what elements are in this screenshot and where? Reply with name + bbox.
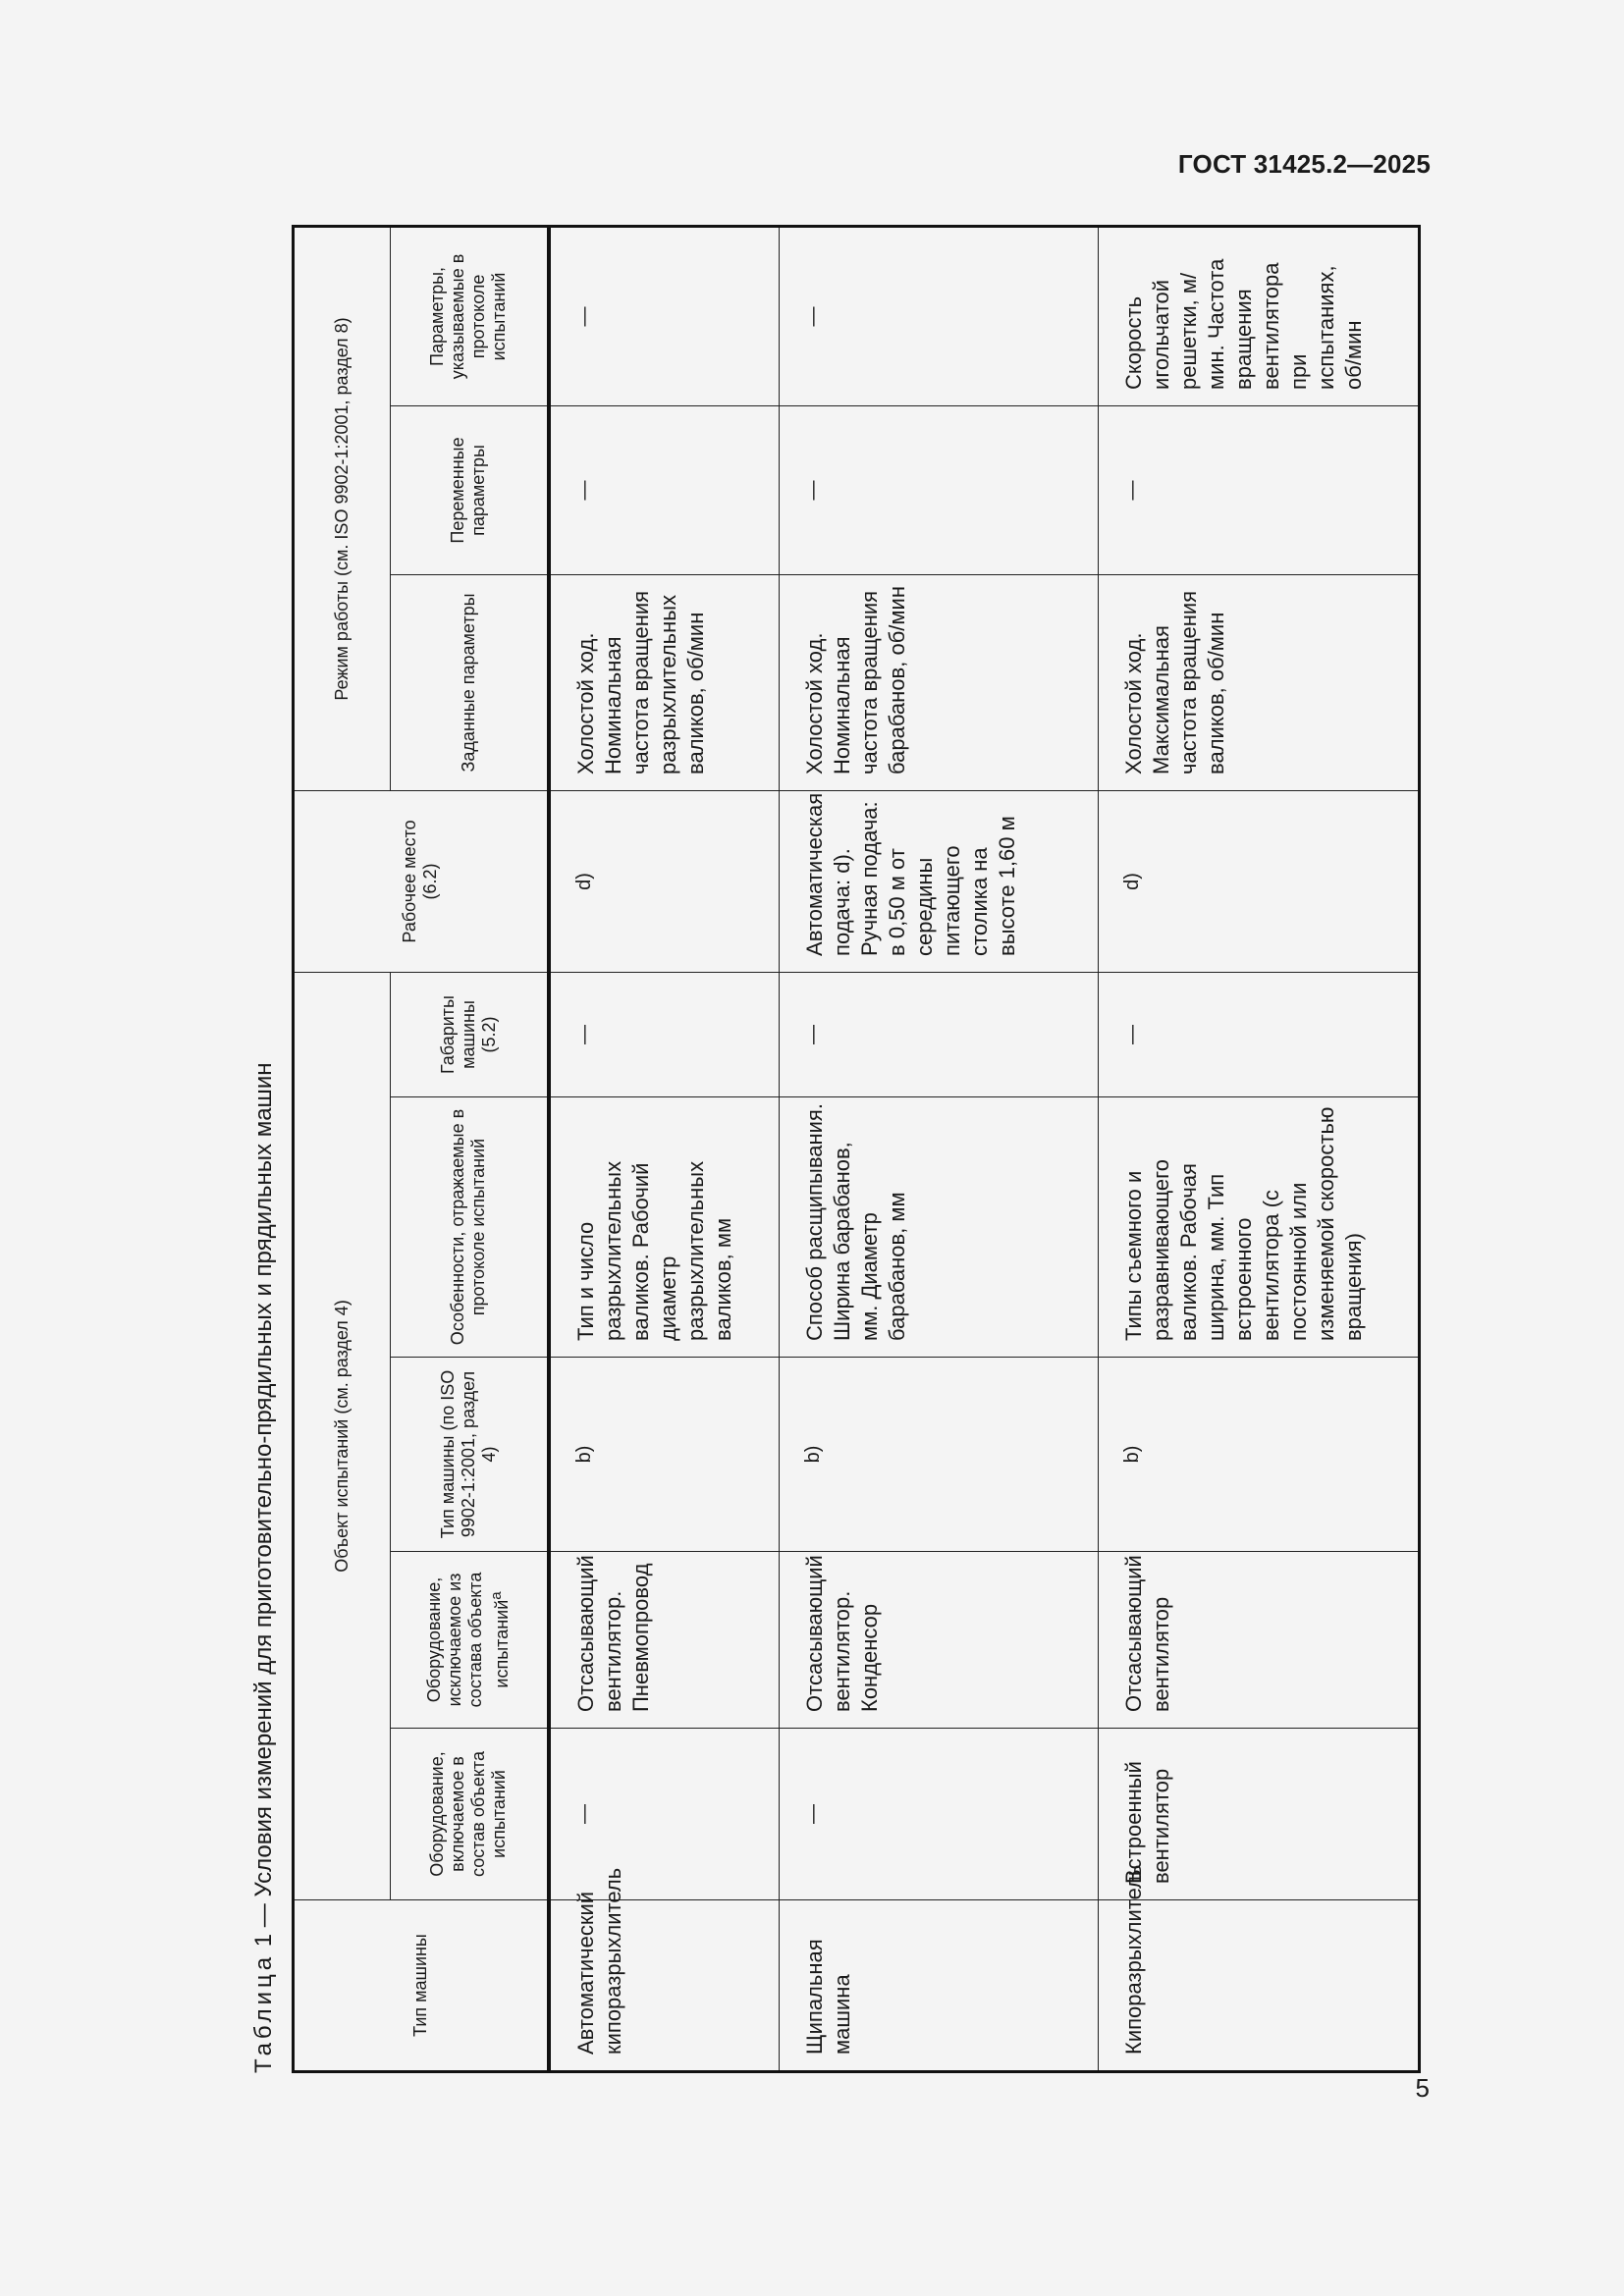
cell-dimensions: — xyxy=(550,972,780,1096)
cell-machine-type: Кипоразрыхлитель xyxy=(1098,1900,1419,2072)
header-features: Особенности, отражаемые в протоколе испытаний xyxy=(390,1097,548,1358)
cell-workplace: d) xyxy=(550,790,780,972)
cell-included: Встроенный вентилятор xyxy=(1098,1729,1419,1900)
cell-iso-type: b) xyxy=(550,1358,780,1552)
cell-iso-type: b) xyxy=(779,1358,1098,1552)
header-group-object: Объект испытаний (см. раздел 4) xyxy=(294,972,391,1899)
cell-report-params: — xyxy=(779,226,1098,405)
cell-variable-params: — xyxy=(779,405,1098,574)
header-group-mode: Режим работы (см. ISO 9902-1:2001, раздел 8) xyxy=(294,226,391,790)
cell-report-params: Скорость игольчатой решетки, м/мин. Частота вращения вентилятора при испытаниях, об/мин xyxy=(1098,226,1419,405)
cell-workplace: Автоматическая подача: d). Ручная подача: в 0,50 м от середины питающего столика на высоте 1,60 м xyxy=(779,790,1098,972)
page-number: 5 xyxy=(1415,2073,1430,2103)
header-report-params: Параметры, указываемые в протоколе испытаний xyxy=(390,226,548,405)
cell-excluded: Отсасывающий вентилятор. Конденсор xyxy=(779,1552,1098,1729)
caption-number: 1 xyxy=(250,1933,277,1948)
header-variable-params: Переменные параметры xyxy=(390,405,548,574)
caption-text: — Условия измерений для приготовительно-прядильных и прядильных машин xyxy=(250,1062,277,1928)
cell-features: Способ расщипывания. Ширина барабанов, мм. Диаметр барабанов, мм xyxy=(779,1097,1098,1358)
cell-report-params: — xyxy=(550,226,780,405)
header-excluded-text: Оборудование, исключаемое из состава объекта испытаний xyxy=(424,1572,513,1708)
cell-variable-params: — xyxy=(1098,405,1419,574)
header-row xyxy=(390,226,548,2071)
cell-dimensions: — xyxy=(1098,972,1419,1096)
document-code: ГОСТ 31425.2—2025 xyxy=(1177,149,1431,179)
table-row xyxy=(550,226,780,2071)
cell-machine-type: Щипальная машина xyxy=(779,1900,1098,2072)
cell-dimensions: — xyxy=(779,972,1098,1096)
caption-label: Таблица xyxy=(250,1952,277,2073)
cell-included: — xyxy=(550,1729,780,1900)
header-group-row xyxy=(294,226,391,2071)
cell-excluded: Отсасывающий вентилятор. Пневмопровод xyxy=(550,1552,780,1729)
table-row xyxy=(1098,226,1419,2071)
header-excluded xyxy=(390,1552,548,1729)
cell-machine-type: Автоматический кипоразрыхлитель xyxy=(550,1900,780,2072)
header-excluded-footnote: a xyxy=(488,1591,506,1600)
header-machine-type: Тип машины xyxy=(294,1900,548,2072)
header-included: Оборудование, включаемое в состав объекта испытаний xyxy=(390,1729,548,1900)
header-dimensions: Габариты машины (5.2) xyxy=(390,972,548,1096)
cell-variable-params: — xyxy=(550,405,780,574)
measurement-conditions-table xyxy=(292,225,1421,2073)
cell-set-params: Холостой ход. Номинальная частота вращения барабанов, об/мин xyxy=(779,574,1098,790)
header-workplace: Рабочее место (6.2) xyxy=(294,790,548,972)
cell-excluded: Отсасывающий вентилятор xyxy=(1098,1552,1419,1729)
rotated-table-block xyxy=(244,247,1374,2073)
cell-included: — xyxy=(779,1729,1098,1900)
header-set-params: Заданные параметры xyxy=(390,574,548,790)
cell-workplace: d) xyxy=(1098,790,1419,972)
table-caption xyxy=(244,1063,284,2073)
cell-iso-type: b) xyxy=(1098,1358,1419,1552)
cell-set-params: Холостой ход. Номинальная частота вращения разрыхлительных валиков, об/мин xyxy=(550,574,780,790)
cell-set-params: Холостой ход. Максимальная частота вращения валиков, об/мин xyxy=(1098,574,1419,790)
table-row xyxy=(779,226,1098,2071)
header-iso-type: Тип машины (по ISO 9902-1:2001, раздел 4) xyxy=(390,1358,548,1552)
cell-features: Типы съемного и разравнивающего валиков. Рабочая ширина, мм. Тип встроенного вентилятора (с постоянной или изменяемой скоростью вращения) xyxy=(1098,1097,1419,1358)
cell-features: Тип и число разрыхлительных валиков. Рабочий диаметр разрыхлительных валиков, мм xyxy=(550,1097,780,1358)
